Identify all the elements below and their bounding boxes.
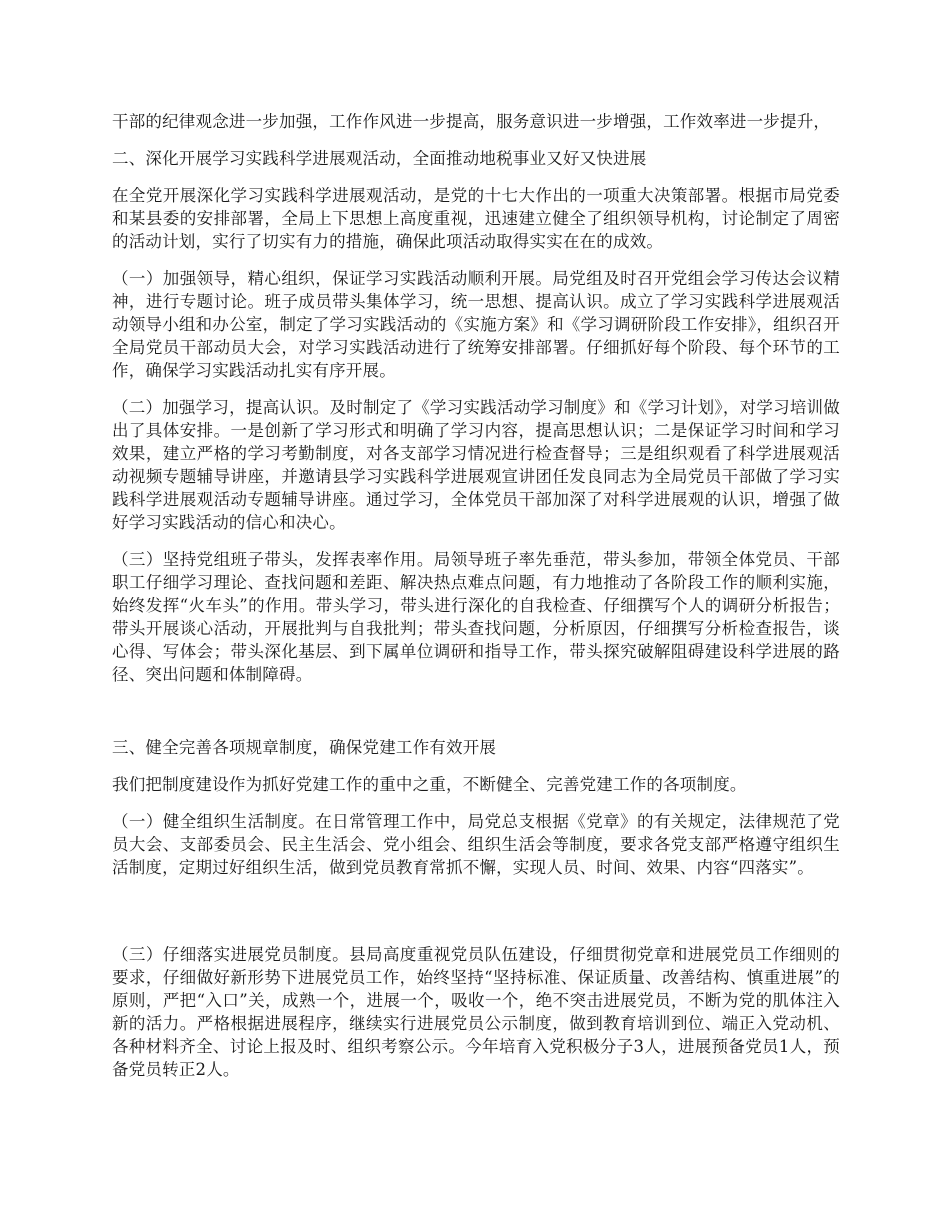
paragraph-2-1: （一）加强领导，精心组织，保证学习实践活动顺利开展。局党组及时召开党组会学习传达会议精神，进行专题讨论。班子成员带头集体学习，统一思想、提高认识。成立了学习实践科学进展观活动领导小组和办公室，制定了学习实践活动的《实施方案》和《学习调研阶段工作安排》，组织召开全局党员干部动员大会，对学习实践活动进行了统筹安排部署。仔细抓好每个阶段、每个环节的工作，确保学习实践活动扎实有序开展。 — [112, 269, 840, 380]
section-heading-3: 三、健全完善各项规章制度，确保党建工作有效开展 — [112, 738, 497, 757]
document-body — [112, 110, 840, 1095]
blank-gap — [112, 700, 840, 736]
paragraph-3-3: （三）仔细落实进展党员制度。县局高度重视党员队伍建设，仔细贯彻党章和进展党员工作细则的要求，仔细做好新形势下进展党员工作，始终坚持“坚持标准、保证质量、改善结构、慎重进展”的原则，严把“入口”关，成熟一个，进展一个，吸收一个，绝不突击进展党员，不断为党的肌体注入新的活力。严格根据进展程序，继续实行进展党员公示制度，做到教育培训到位、端正入党动机、各种材料齐全、讨论上报及时、组织考察公示。今年培育入党积极分子3人，进展预备党员1人，预备党员转正2人。 — [112, 945, 840, 1079]
section-heading-2: 二、深化开展学习实践科学进展观活动，全面推动地税事业又好又快进展 — [112, 149, 647, 168]
paragraph-3-1: （一）健全组织生活制度。在日常管理工作中，局党总支根据《党章》的有关规定，法律规范了党员大会、支部委员会、民主生活会、党小组会、组织生活会等制度，要求各党支部严格遵守组织生活制度，定期过好组织生活，做到党员教育常抓不懈，实现人员、时间、效果、内容“四落实”。 — [112, 812, 840, 877]
paragraph-intro-2: 在全党开展深化学习实践科学进展观活动，是党的十七大作出的一项重大决策部署。根据市局党委和某县委的安排部署，全局上下思想上高度重视，迅速建立健全了组织领导机构，讨论制定了周密的活动计划，实行了切实有力的措施，确保此项活动取得实实在在的成效。 — [112, 186, 840, 251]
paragraph-intro-3: 我们把制度建设作为抓好党建工作的重中之重，不断健全、完善党建工作的各项制度。 — [112, 775, 747, 794]
paragraph-2-2: （二）加强学习，提高认识。及时制定了《学习实践活动学习制度》和《学习计划》，对学习培训做出了具体安排。一是创新了学习形式和明确了学习内容，提高思想认识；二是保证学习时间和学习效果，建立严格的学习考勤制度，对各支部学习情况进行检查督导；三是组织观看了科学进展观活动视频专题辅导讲座，并邀请县学习实践科学进展观宣讲团任发良同志为全局党员干部做了学习实践科学进展观活动专题辅导讲座。通过学习，全体党员干部加深了对科学进展观的认识，增强了做好学习实践活动的信心和决心。 — [112, 398, 840, 532]
paragraph-continuation: 干部的纪律观念进一步加强，工作作风进一步提高，服务意识进一步增强，工作效率进一步提升， — [112, 112, 831, 131]
paragraph-2-3: （三）坚持党组班子带头，发挥表率作用。局领导班子率先垂范，带头参加，带领全体党员、干部职工仔细学习理论、查找问题和差距、解决热点难点问题，有力地推动了各阶段工作的顺利实施，始终发挥“火车头”的作用。带头学习，带头进行深化的自我检查、仔细撰写个人的调研分析报告；带头开展谈心活动，开展批判与自我批判；带头查找问题，分析原因，仔细撰写分析检查报告，谈心得、写体会；带头深化基层、到下属单位调研和指导工作，带头探究破解阻碍建设科学进展的路径、突出问题和体制障碍。 — [112, 550, 840, 684]
blank-gap — [112, 893, 840, 943]
